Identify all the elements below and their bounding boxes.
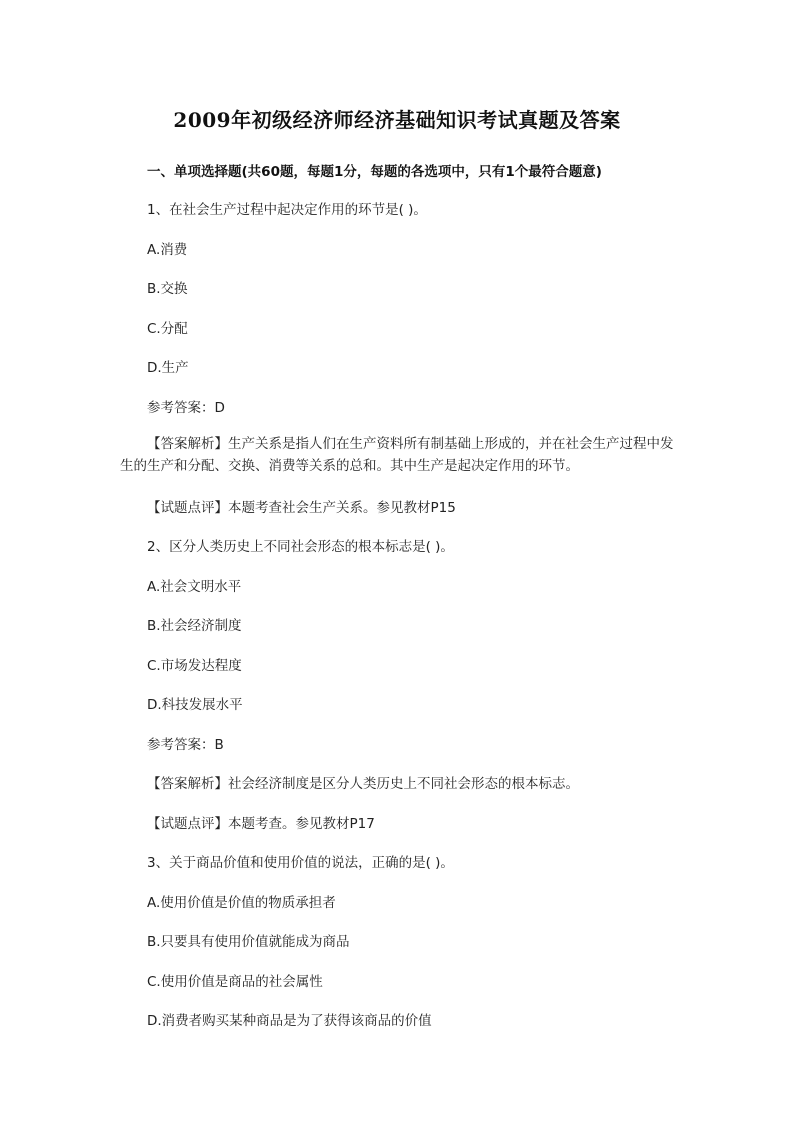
q2-option-b: B.社会经济制度: [147, 618, 242, 634]
q3-option-a: A.使用价值是价值的物质承担者: [147, 895, 336, 911]
q1-option-c: C.分配: [147, 321, 188, 337]
page-title: 2009年初级经济师经济基础知识考试真题及答案: [173, 108, 621, 132]
section-heading: 一、单项选择题(共60题，每题1分，每题的各选项中，只有1个最符合题意): [147, 164, 602, 180]
q2-option-a: A.社会文明水平: [147, 579, 242, 595]
q3-option-c: C.使用价值是商品的社会属性: [147, 974, 323, 990]
q3-option-b: B.只要具有使用价值就能成为商品: [147, 934, 350, 950]
question-2-text: 2、区分人类历史上不同社会形态的根本标志是( )。: [147, 539, 454, 555]
q1-option-b: B.交换: [147, 281, 188, 297]
q1-answer: 参考答案：D: [147, 400, 225, 416]
q2-answer: 参考答案：B: [147, 737, 224, 753]
q1-explanation: 【答案解析】生产关系是指人们在生产资料所有制基础上形成的，并在社会生产过程中发生的生产和分配、交换、消费等关系的总和。其中生产是起决定作用的环节。: [120, 436, 674, 474]
q1-option-a: A.消费: [147, 242, 188, 258]
question-3-text: 3、关于商品价值和使用价值的说法，正确的是( )。: [147, 855, 454, 871]
q2-explanation: 【答案解析】社会经济制度是区分人类历史上不同社会形态的根本标志。: [147, 776, 579, 792]
q2-comment: 【试题点评】本题考查。参见教材P17: [147, 816, 375, 832]
q2-option-c: C.市场发达程度: [147, 658, 242, 674]
q3-option-d: D.消费者购买某种商品是为了获得该商品的价值: [147, 1013, 432, 1029]
q1-option-d: D.生产: [147, 360, 189, 376]
q1-comment: 【试题点评】本题考查社会生产关系。参见教材P15: [147, 500, 456, 516]
question-1-text: 1、在社会生产过程中起决定作用的环节是( )。: [147, 202, 427, 218]
q2-option-d: D.科技发展水平: [147, 697, 243, 713]
